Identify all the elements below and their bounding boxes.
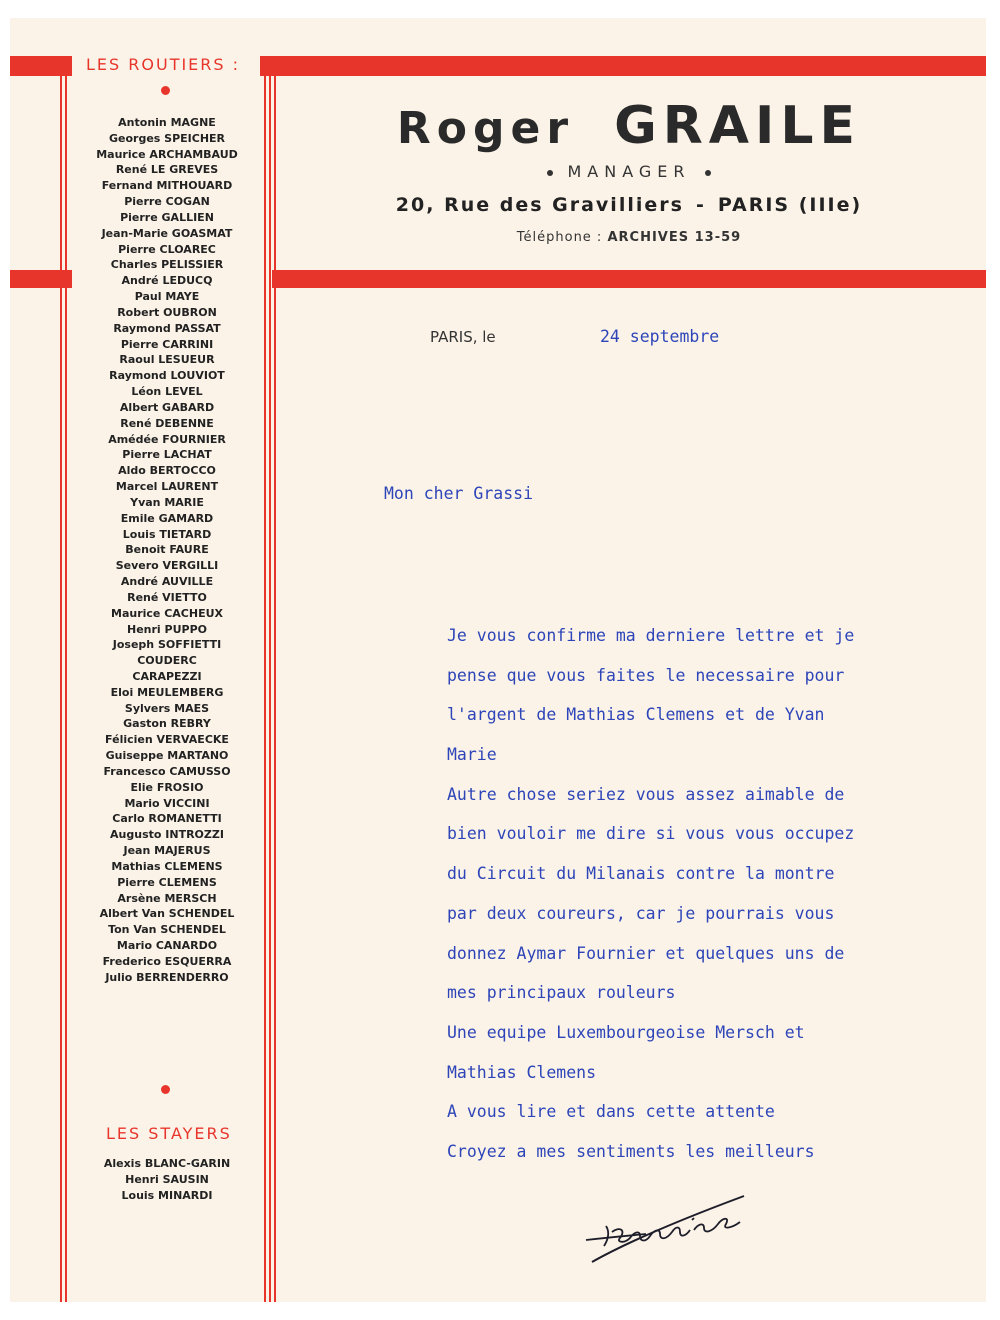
lower-red-band xyxy=(272,270,986,288)
list-item: Georges SPEICHER xyxy=(108,131,226,145)
list-item: Antonin MAGNE xyxy=(118,116,216,129)
list-item: Jean MAJERUS xyxy=(123,844,211,858)
list-item: Mario VICCINI xyxy=(124,796,210,810)
list-item: Guiseppe MARTANO xyxy=(105,749,229,763)
stayers-title: LES STAYERS xyxy=(106,1124,232,1143)
list-item: CARAPEZZI xyxy=(132,669,202,683)
stayers-dot xyxy=(161,1085,170,1094)
list-item: Paul MAYE xyxy=(134,290,200,304)
list-item: Eloi MEULEMBERG xyxy=(110,685,224,699)
list-item: Amédée FOURNIER xyxy=(108,432,226,446)
list-item: Sylvers MAES xyxy=(124,701,210,715)
body-line: A vous lire et dans cette attente xyxy=(447,1102,775,1122)
body-line: donnez Aymar Fournier et quelques uns de xyxy=(447,943,845,963)
list-item: Louis TIETARD xyxy=(122,527,212,541)
list-item: Pierre CARRINI xyxy=(120,337,214,351)
bullet-icon xyxy=(547,170,553,176)
bullet-icon xyxy=(705,170,711,176)
list-item: Aldo BERTOCCO xyxy=(118,464,216,478)
list-item: Fernand MITHOUARD xyxy=(101,179,233,193)
list-item: André AUVILLE xyxy=(120,575,214,589)
routiers-dot xyxy=(161,86,170,95)
letterhead-role xyxy=(272,162,986,181)
role-label: MANAGER xyxy=(567,162,691,181)
date-label: PARIS, le xyxy=(430,328,496,346)
body-line: pense que vous faites le necessaire pour xyxy=(447,665,845,685)
body-line: Marie xyxy=(447,745,497,765)
list-item: Maurice CACHEUX xyxy=(111,606,223,620)
letterhead-first-name: Roger xyxy=(396,103,575,154)
address-street: 20, Rue des Gravilliers xyxy=(395,194,684,216)
list-item: Raymond PASSAT xyxy=(113,321,221,335)
salutation: Mon cher Grassi xyxy=(384,484,534,503)
list-item: COUDERC xyxy=(137,654,197,668)
list-item: René LE GREVES xyxy=(115,163,219,177)
letterhead-last-name: GRAILE xyxy=(614,96,862,156)
list-item: Maurice ARCHAMBAUD xyxy=(96,147,238,161)
list-item: Raoul LESUEUR xyxy=(119,353,215,367)
lower-red-band-left xyxy=(10,270,72,288)
list-item: Marcel LAURENT xyxy=(115,480,219,494)
date-value: 24 septembre xyxy=(600,327,720,346)
address-separator: - xyxy=(695,194,706,216)
list-item: Albert GABARD xyxy=(119,400,215,414)
list-item: Louis MINARDI xyxy=(121,1188,213,1202)
list-item: Pierre CLOAREC xyxy=(118,242,216,256)
sidebar-line-right-outer xyxy=(274,68,276,1302)
list-item: Ton Van SCHENDEL xyxy=(108,923,226,937)
list-item: Pierre COGAN xyxy=(124,195,210,209)
list-item: Jean-Marie GOASMAT xyxy=(101,226,233,240)
body-line: Mathias Clemens xyxy=(447,1062,597,1082)
list-item: Albert Van SCHENDEL xyxy=(99,907,235,921)
body-line: l'argent de Mathias Clemens et de Yvan xyxy=(447,705,825,725)
sidebar-line-right-mid xyxy=(269,68,271,1302)
list-item: Charles PELISSIER xyxy=(110,258,224,272)
body-line: mes principaux rouleurs xyxy=(447,983,676,1003)
list-item: Yvan MARIE xyxy=(130,495,204,509)
routiers-list xyxy=(72,115,262,986)
list-item: André LEDUCQ xyxy=(121,274,213,288)
list-item: Henri SAUSIN xyxy=(125,1172,209,1186)
body-line: par deux coureurs, car je pourrais vous xyxy=(447,903,835,923)
list-item: René DEBENNE xyxy=(120,416,214,430)
list-item: Mathias CLEMENS xyxy=(111,859,223,873)
phone-label: Téléphone : xyxy=(516,230,603,245)
list-item: Emile GAMARD xyxy=(120,511,214,525)
body-line: Je vous confirme ma derniere lettre et je xyxy=(447,626,855,645)
list-item: Pierre GALLIEN xyxy=(120,210,214,224)
list-item: Gaston REBRY xyxy=(123,717,211,731)
phone-number: ARCHIVES 13-59 xyxy=(607,230,742,245)
list-item: Raymond LOUVIOT xyxy=(109,369,225,383)
body-line: bien vouloir me dire si vous vous occupez xyxy=(447,824,855,844)
list-item: Pierre CLEMENS xyxy=(117,875,217,889)
list-item: Carlo ROMANETTI xyxy=(112,812,222,826)
list-item: Henri PUPPO xyxy=(127,622,207,636)
sidebar-line-left-outer xyxy=(60,68,62,1302)
top-red-band xyxy=(260,56,986,76)
list-item: Frederico ESQUERRA xyxy=(102,954,232,968)
list-item: Benoit FAURE xyxy=(125,543,209,557)
list-item: Mario CANARDO xyxy=(116,939,218,953)
list-item: Léon LEVEL xyxy=(131,385,203,399)
list-item: Joseph SOFFIETTI xyxy=(112,638,222,652)
address-city: PARIS (IIIe) xyxy=(717,194,863,216)
top-red-band-left xyxy=(10,56,72,76)
list-item: Francesco CAMUSSO xyxy=(103,764,231,778)
sidebar-line-left-inner xyxy=(65,68,67,1302)
handwritten-signature xyxy=(584,1182,754,1272)
list-item: Pierre LACHAT xyxy=(122,448,212,462)
list-item: Augusto INTROZZI xyxy=(110,828,224,842)
letter-page xyxy=(10,18,986,1302)
list-item: Félicien VERVAECKE xyxy=(105,733,229,747)
stayers-list xyxy=(72,1156,262,1203)
list-item: Julio BERRENDERRO xyxy=(105,970,229,984)
sidebar-line-right-inner xyxy=(264,68,266,1302)
list-item: Alexis BLANC-GARIN xyxy=(103,1157,231,1170)
letter-body xyxy=(447,616,854,1172)
letterhead-phone xyxy=(272,230,986,245)
list-item: Arsène MERSCH xyxy=(117,891,217,905)
body-line: du Circuit du Milanais contre la montre xyxy=(447,864,835,884)
routiers-title: LES ROUTIERS : xyxy=(80,55,246,74)
body-line: Une equipe Luxembourgeoise Mersch et xyxy=(447,1022,805,1042)
body-line: Autre chose seriez vous assez aimable de xyxy=(447,784,845,804)
body-line: Croyez a mes sentiments les meilleurs xyxy=(447,1141,815,1161)
list-item: René VIETTO xyxy=(127,590,207,604)
list-item: Severo VERGILLI xyxy=(115,559,219,573)
letterhead-name xyxy=(272,96,986,156)
list-item: Robert OUBRON xyxy=(117,305,217,319)
list-item: Elie FROSIO xyxy=(130,780,204,794)
letterhead-address xyxy=(272,194,986,216)
